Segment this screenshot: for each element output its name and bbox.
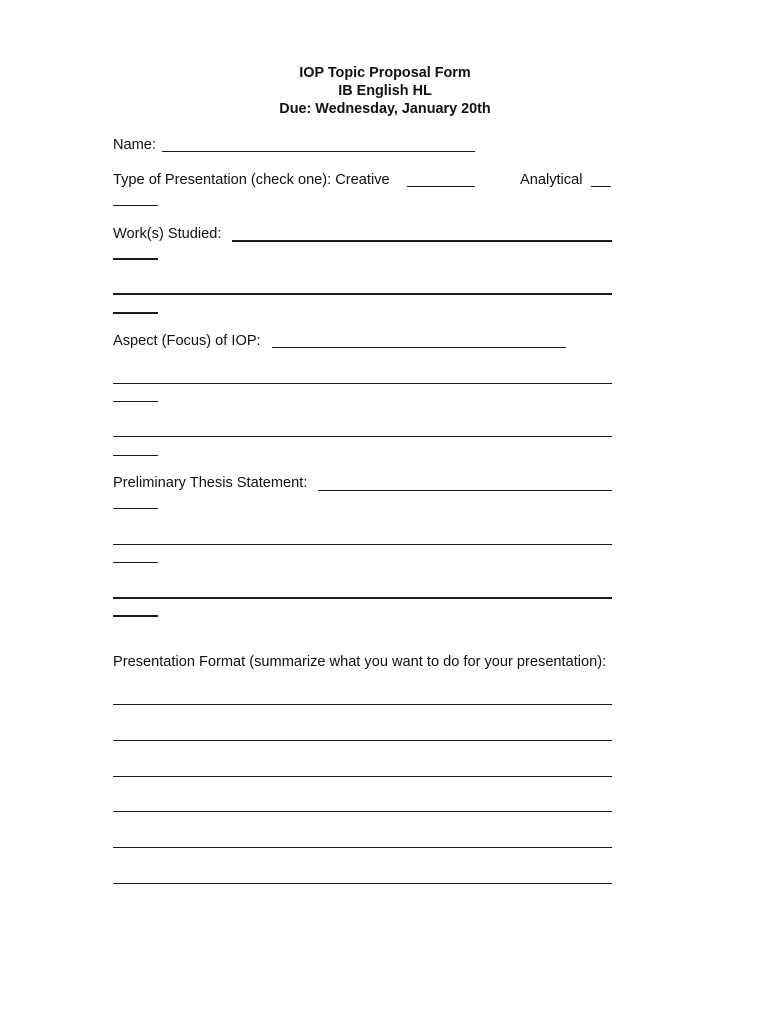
aspect-line-3[interactable] bbox=[113, 436, 612, 437]
analytical-label: Analytical bbox=[520, 172, 583, 188]
thesis-line-2[interactable] bbox=[113, 544, 612, 545]
creative-check-line[interactable] bbox=[407, 186, 475, 187]
format-line-2[interactable] bbox=[113, 740, 612, 741]
works-studied-line-1[interactable] bbox=[232, 240, 612, 242]
aspect-line-2-continued[interactable] bbox=[113, 401, 158, 402]
works-studied-label: Work(s) Studied: bbox=[113, 226, 222, 242]
name-label: Name: bbox=[113, 137, 156, 153]
format-line-1[interactable] bbox=[113, 704, 612, 705]
aspect-line-2[interactable] bbox=[113, 383, 612, 384]
thesis-label: Preliminary Thesis Statement: bbox=[113, 475, 308, 491]
thesis-line-1-continued[interactable] bbox=[113, 508, 158, 509]
name-line[interactable] bbox=[162, 151, 475, 152]
format-line-4[interactable] bbox=[113, 811, 612, 812]
format-line-5[interactable] bbox=[113, 847, 612, 848]
due-date: Due: Wednesday, January 20th bbox=[279, 101, 491, 117]
format-line-6[interactable] bbox=[113, 883, 612, 884]
thesis-line-1[interactable] bbox=[318, 490, 612, 491]
thesis-line-3[interactable] bbox=[113, 597, 612, 599]
aspect-line-3-continued[interactable] bbox=[113, 455, 158, 456]
works-studied-line-2-continued[interactable] bbox=[113, 312, 158, 314]
works-studied-line-1-continued[interactable] bbox=[113, 258, 158, 260]
course-name: IB English HL bbox=[338, 83, 432, 99]
thesis-line-3-continued[interactable] bbox=[113, 615, 158, 617]
analytical-check-line[interactable] bbox=[591, 186, 611, 187]
aspect-line-1[interactable] bbox=[272, 347, 566, 348]
works-studied-line-2[interactable] bbox=[113, 293, 612, 295]
format-line-3[interactable] bbox=[113, 776, 612, 777]
presentation-format-label: Presentation Format (summarize what you want to do for your presentation): bbox=[113, 654, 607, 670]
analytical-check-line-continued[interactable] bbox=[113, 205, 158, 206]
thesis-line-2-continued[interactable] bbox=[113, 562, 158, 563]
form-title: IOP Topic Proposal Form bbox=[299, 65, 471, 81]
presentation-type-label: Type of Presentation (check one): Creative bbox=[113, 172, 390, 188]
aspect-label: Aspect (Focus) of IOP: bbox=[113, 333, 261, 349]
